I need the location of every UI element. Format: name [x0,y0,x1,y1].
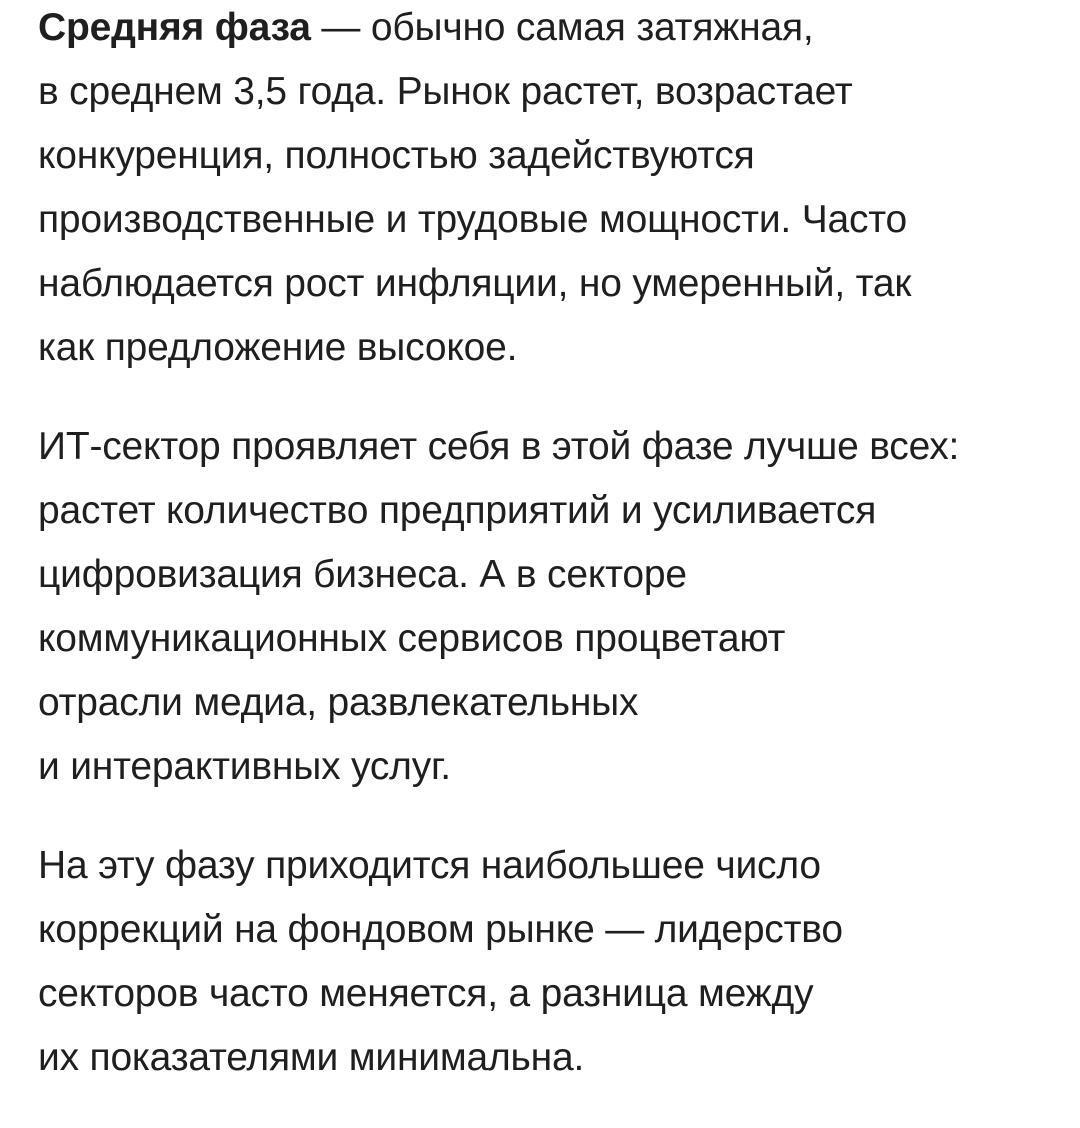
paragraph-it-sector [38,415,959,799]
text-line: ИТ-сектор проявляет себя в этой фазе лучше всех: [38,425,960,468]
text-line: отрасли медиа, развлекательных [38,681,639,724]
paragraph-corrections [38,834,843,1090]
text-line: конкуренция, полностью задействуются [38,134,755,177]
paragraph-middle-phase [38,0,911,380]
text-line: производственные и трудовые мощности. Часто [38,198,907,241]
text-fragment: — обычно самая затяжная, [310,6,814,49]
text-line: растет количество предприятий и усиливается [38,489,877,532]
text-line: секторов часто меняется, а разница между [38,972,814,1015]
text-line: наблюдается рост инфляции, но умеренный, так [38,262,912,305]
text-line: и интерактивных услуг. [38,745,451,788]
text-line: цифровизация бизнеса. А в секторе [38,553,687,596]
bold-lead-term: Средняя фаза [38,6,311,49]
text-line: коммуникационных сервисов процветают [38,617,786,660]
text-line: На эту фазу приходится наибольшее число [38,844,821,887]
text-line: как предложение высокое. [38,326,518,369]
text-line: в среднем 3,5 года. Рынок растет, возрастает [38,70,853,113]
text-line [38,0,911,60]
text-line: их показателями минимальна. [38,1036,585,1079]
text-line: коррекций на фондовом рынке — лидерство [38,908,843,951]
